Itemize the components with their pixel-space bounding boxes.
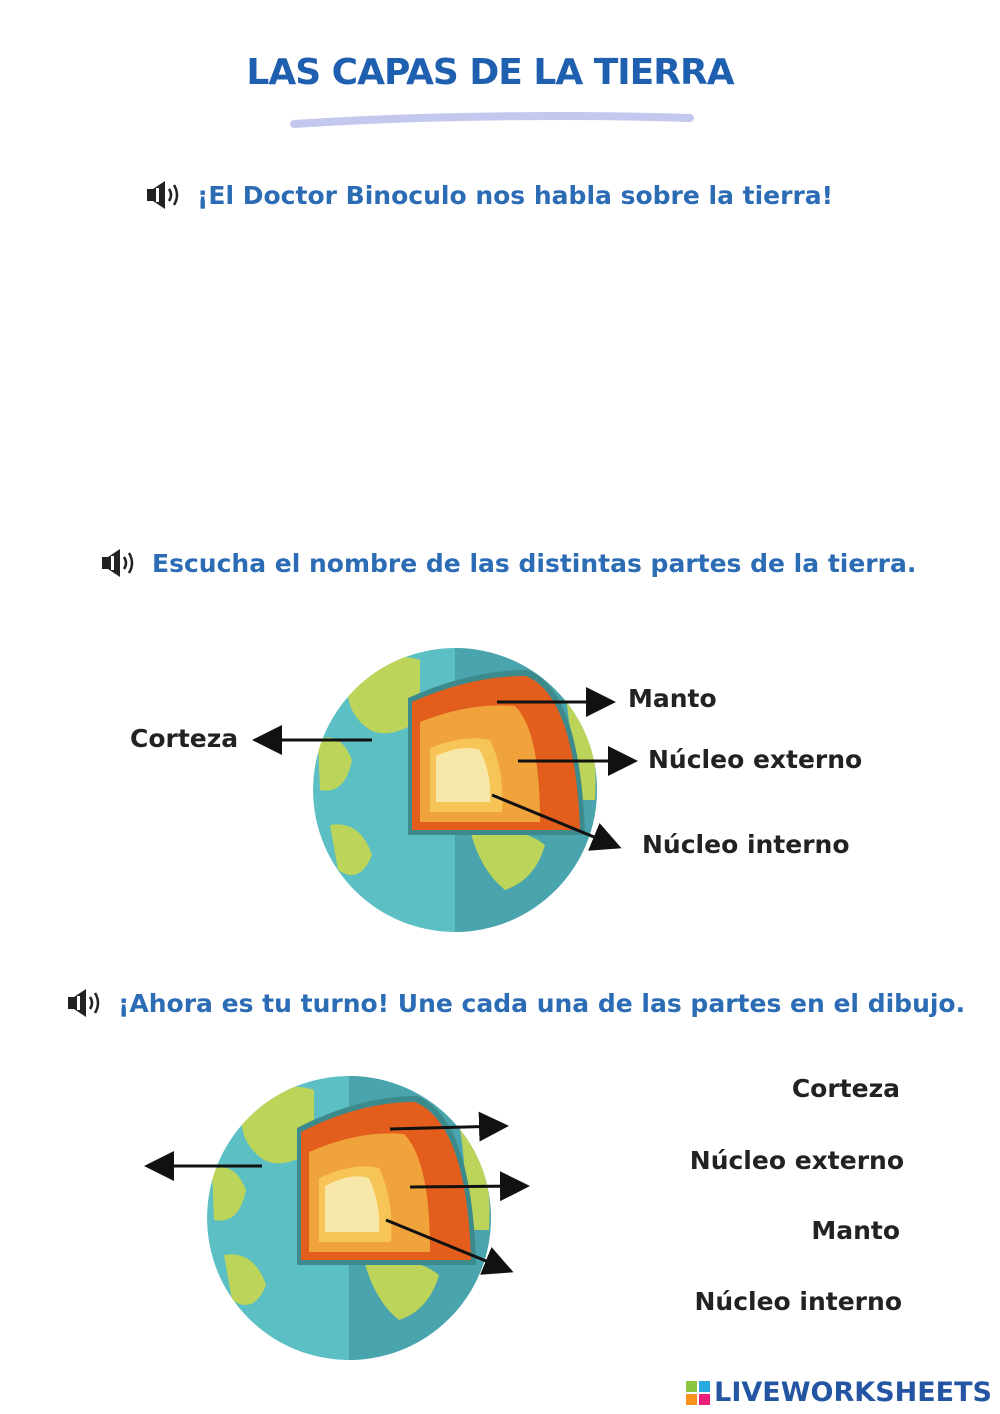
option-nucleo-interno[interactable]: Núcleo interno bbox=[694, 1287, 902, 1316]
page-title: LAS CAPAS DE LA TIERRA bbox=[246, 52, 734, 93]
inner-core-layer bbox=[325, 1176, 379, 1232]
option-corteza[interactable]: Corteza bbox=[791, 1074, 900, 1103]
label-nucleo-interno: Núcleo interno bbox=[642, 830, 850, 859]
liveworksheets-logo-icon bbox=[686, 1381, 710, 1405]
speaker-icon[interactable] bbox=[66, 986, 106, 1020]
earth-diagram-labeled bbox=[0, 630, 1000, 950]
brand-footer bbox=[686, 1377, 992, 1408]
arrow-blank-3 bbox=[410, 1186, 524, 1187]
label-manto: Manto bbox=[628, 684, 717, 713]
instruction-your-turn bbox=[66, 986, 965, 1020]
instruction-text: ¡Ahora es tu turno! Une cada una de las partes en el dibujo. bbox=[118, 988, 966, 1018]
instruction-doctor bbox=[145, 178, 833, 212]
inner-core-layer bbox=[436, 748, 490, 802]
option-nucleo-externo[interactable]: Núcleo externo bbox=[689, 1146, 904, 1175]
label-nucleo-externo: Núcleo externo bbox=[648, 745, 863, 774]
title-underline bbox=[290, 112, 700, 128]
instruction-text: ¡El Doctor Binoculo nos habla sobre la tierra! bbox=[197, 180, 834, 210]
brand-text: LIVEWORKSHEETS bbox=[714, 1377, 992, 1408]
instruction-listen bbox=[100, 546, 916, 580]
earth-diagram-exercise bbox=[0, 1060, 560, 1370]
speaker-icon[interactable] bbox=[145, 178, 185, 212]
option-manto[interactable]: Manto bbox=[811, 1216, 900, 1245]
speaker-icon[interactable] bbox=[100, 546, 140, 580]
label-corteza: Corteza bbox=[130, 724, 239, 753]
instruction-text: Escucha el nombre de las distintas partes de la tierra. bbox=[152, 548, 917, 578]
